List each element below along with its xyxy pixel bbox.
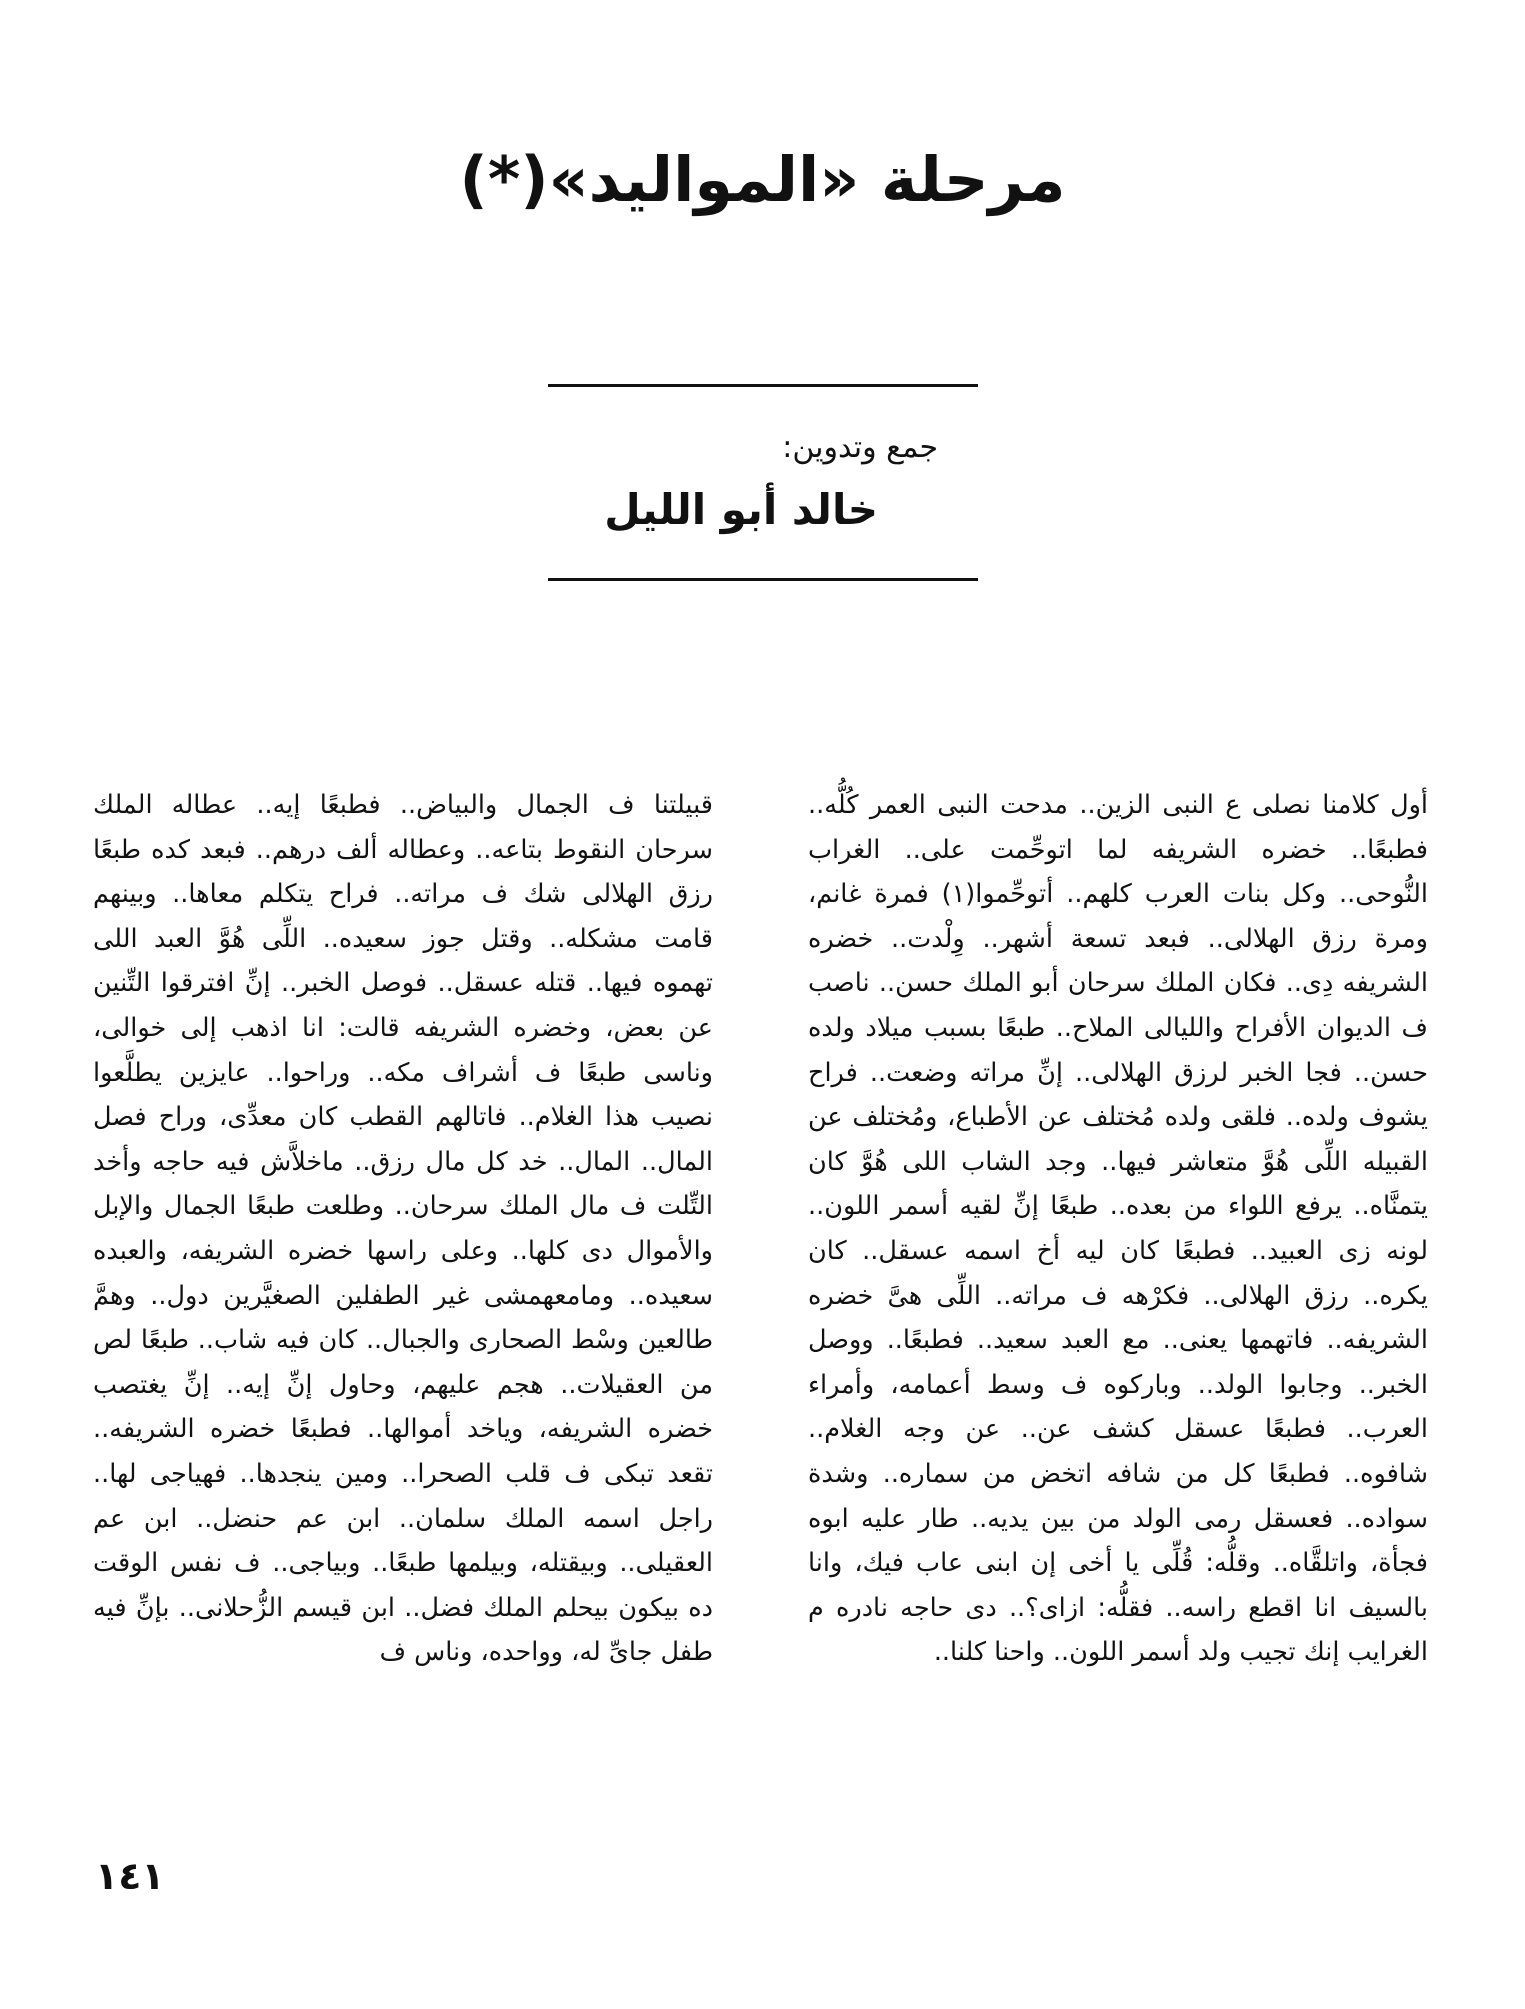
body-paragraph: أول كلامنا نصلى ع النبى الزين.. مدحت النبى العمر كُلُّه.. فطبعًا.. خضره الشريفه لما اتوحِّمت على.. الغراب النُّوحى.. وكل بنات العرب كلهم.. أتوحِّموا(١) فمرة غانم، ومرة رزق الهلالى.. فبعد تسعة أشهر.. وِلْدت.. خضره الشريفه دِى.. فكان الملك سرحان أبو الملك حسن.. ناصب ف الديوان الأفراح والليالى الملاح.. طبعًا بسبب ميلاد ولده حسن.. فجا الخبر لرزق الهلالى.. إنِّ مراته وضعت.. فراح يشوف ولده.. فلقى ولده مُختلف عن الأطباع، ومُختلف عن القبيله اللِّى هُوَّ متعاشر فيها.. وجد الشاب اللى هُوَّ كان يتمنَّاه.. يرفع اللواء من بعده.. طبعًا إنِّ لقيه أسمر اللون.. لونه زى العبيد.. فطبعًا كان ليه أخ اسمه عسقل.. كان يكره.. رزق الهلالى.. فكرْهه ف مراته.. اللِّى هىَّ خضره الشريفه.. فاتهمها يعنى.. مع العبد سعيد.. فطبعًا.. ووصل الخبر.. وجابوا الولد.. وباركوه ف وسط أعمامه، وأمراء العرب.. فطبعًا عسقل كشف عن.. عن وجه الغلام.. شافوه.. فطبعًا كل من شافه اتخض من سماره.. وشدة سواده.. فعسقل رمى الولد من بين يديه.. طار عليه ابوه فجأة، واتلقَّاه.. وقلُّه: قُلِّى يا أخى إن ابنى عاب فيك، وانا بالسيف انا اقطع راسه.. فقلُّه: ازاى؟.. دى حاجه نادره م الغرايب إنك تجيب ولد أسمر اللون.. واحنا كلنا.. [808, 790, 1428, 1668]
author-name: خالد أبو الليل [604, 485, 878, 534]
top-divider [548, 384, 978, 387]
bottom-divider [548, 578, 978, 581]
text-column-right [808, 783, 1428, 1675]
credit-label: جمع وتدوين: [782, 430, 938, 465]
page-title: مرحلة «المواليد»(*) [459, 143, 1066, 216]
text-column-left [93, 783, 713, 1675]
page-number: ١٤١ [95, 1854, 165, 1898]
body-paragraph: قبيلتنا ف الجمال والبياض.. فطبعًا إيه.. عطاله الملك سرحان النقوط بتاعه.. وعطاله ألف درهم.. فبعد كده طبعًا رزق الهلالى شك ف مراته.. فراح يتكلم معاها.. وبينهم قامت مشكله.. وقتل جوز سعيده.. اللِّى هُوَّ العبد اللى تهموه فيها.. قتله عسقل.. فوصل الخبر.. إنِّ افترقوا التِّنين عن بعض، وخضره الشريفه قالت: انا اذهب إلى خوالى، وناسى طبعًا ف أشراف مكه.. وراحوا.. عايزين يطلَّعوا نصيب هذا الغلام.. فاتالهم القطب كان معدِّى، وراح فصل المال.. المال.. خد كل مال رزق.. ماخلاَّش فيه حاجه وأخد التِّلت ف مال الملك سرحان.. وطلعت طبعًا الجمال والإبل والأموال دى كلها.. وعلى راسها خضره الشريفه، والعبده سعيده.. ومامعهمشى غير الطفلين الصغيَّرين دول.. وهمَّ طالعين وسْط الصحارى والجبال.. كان فيه شاب.. طبعًا لص من العقيلات.. هجم عليهم، وحاول إنِّ إيه.. إنِّ يغتصب خضره الشريفه، وياخد أموالها.. فطبعًا خضره الشريفه.. تقعد تبكى ف قلب الصحرا.. ومين ينجدها.. فهياجى لها.. راجل اسمه الملك سلمان.. ابن عم حنضل.. ابن عم العقيلى.. وبيقتله، وبيلمها طبعًا.. وبياجى.. ف نفس الوقت ده بيكون بيحلم الملك فضل.. ابن قيسم الزُّحلانى.. بإنِّ فيه طفل جاىِّ له، وواحده، وناس ف [93, 790, 713, 1668]
